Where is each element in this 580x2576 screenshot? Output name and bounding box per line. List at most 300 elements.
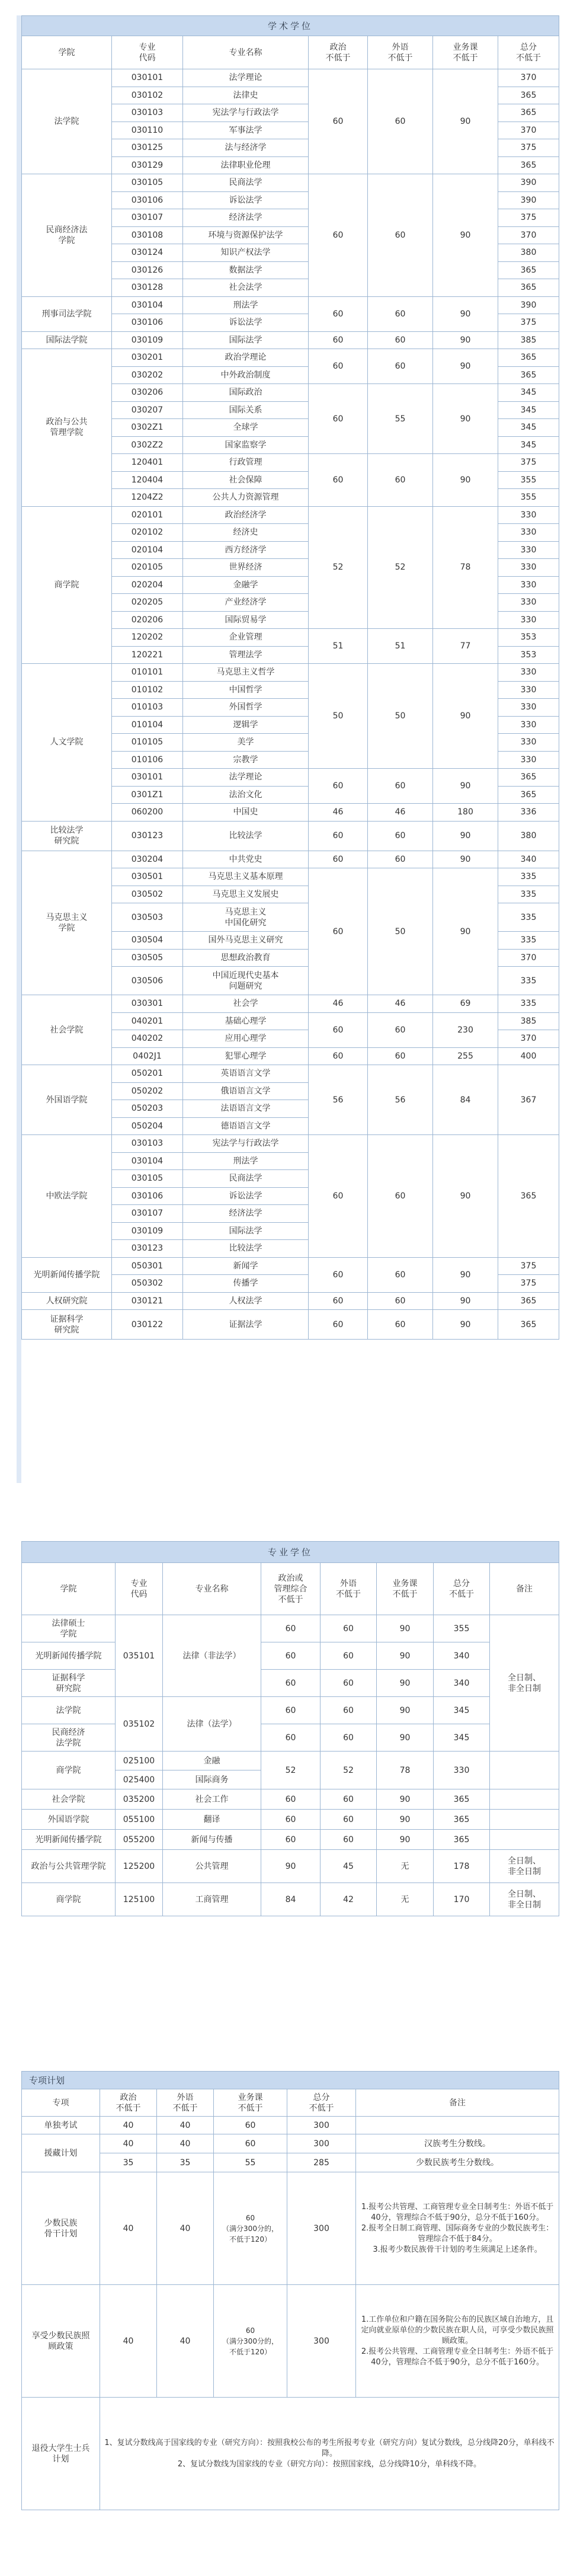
code-cell: 035102 xyxy=(116,1697,163,1752)
code-cell: 030206 xyxy=(112,384,183,402)
table-cell: 300 xyxy=(287,2134,356,2153)
major-cell: 外国哲学 xyxy=(183,699,309,717)
college-cell: 光明新闻传播学院 xyxy=(22,1642,116,1670)
code-cell: 030104 xyxy=(112,296,183,314)
code-cell: 120221 xyxy=(112,646,183,664)
table-row xyxy=(22,1670,559,1697)
table-cell: 050201 xyxy=(112,1065,183,1083)
major-cell: 国际贸易学 xyxy=(183,611,309,629)
total-cell: 365 xyxy=(498,279,559,297)
major-cell: 法律职业伦理 xyxy=(183,156,309,174)
column-header: 业务课 不低于 xyxy=(433,36,498,69)
business-cell: 90 xyxy=(433,174,498,297)
table-cell: 340 xyxy=(434,1670,490,1697)
table-cell: 单独考试 xyxy=(22,2117,100,2134)
foreign-cell: 60 xyxy=(368,331,433,349)
college-cell: 社会学院 xyxy=(22,995,112,1065)
business-cell: 90 xyxy=(433,384,498,454)
total-cell: 370 xyxy=(498,69,559,87)
header-row xyxy=(22,2089,559,2117)
major-cell: 逻辑学 xyxy=(183,716,309,734)
table-cell: 055200 xyxy=(116,1830,163,1850)
table-cell: 025400 xyxy=(116,1770,163,1789)
table-cell: 345 xyxy=(434,1724,490,1752)
table-cell: 60 xyxy=(261,1697,321,1724)
column-header: 政治 不低于 xyxy=(309,36,368,69)
table-row xyxy=(22,1615,559,1642)
table-cell xyxy=(490,1752,559,1789)
code-cell: 020205 xyxy=(112,594,183,612)
section-title: 专业学位 xyxy=(22,1542,559,1563)
major-cell: 中国史 xyxy=(183,804,309,822)
code-cell: 030110 xyxy=(112,122,183,139)
professional-degree-panel xyxy=(21,1541,559,2027)
major-cell: 政治学理论 xyxy=(183,349,309,367)
total-cell: 365 xyxy=(498,349,559,367)
table-row xyxy=(22,2117,559,2134)
table-cell: 050302 xyxy=(112,1275,183,1293)
table-cell: 055100 xyxy=(116,1810,163,1830)
table-cell: 无 xyxy=(377,1883,434,1916)
code-cell: 020206 xyxy=(112,611,183,629)
table-cell: 人权研究院 xyxy=(22,1292,112,1310)
table-cell: 诉讼法学 xyxy=(183,1187,309,1205)
major-cell: 国际法学 xyxy=(183,331,309,349)
total-cell: 330 xyxy=(498,664,559,682)
table-cell: 030301 xyxy=(112,995,183,1013)
code-cell: 0302Z1 xyxy=(112,419,183,437)
table-cell: 90 xyxy=(433,851,498,868)
code-cell: 030503 xyxy=(112,903,183,932)
table-cell: 60 xyxy=(321,1789,377,1810)
college-cell: 中欧法学院 xyxy=(22,1135,112,1258)
table-cell: 60 xyxy=(309,851,368,868)
table-cell: 60 xyxy=(309,1257,368,1292)
major-cell: 社会法学 xyxy=(183,279,309,297)
major-cell: 西方经济学 xyxy=(183,541,309,559)
code-cell: 030501 xyxy=(112,868,183,886)
table-cell: 030123 xyxy=(112,821,183,851)
code-cell: 030108 xyxy=(112,226,183,244)
total-cell: 365 xyxy=(498,786,559,804)
table-cell: 社会工作 xyxy=(163,1789,261,1810)
major-cell: 法律（非法学） xyxy=(163,1615,261,1697)
major-cell: 法治文化 xyxy=(183,786,309,804)
college-cell: 政治与公共 管理学院 xyxy=(22,349,112,507)
table-cell: 90 xyxy=(377,1615,434,1642)
table-cell: 60 xyxy=(309,1310,368,1340)
table-cell: 60 xyxy=(261,1642,321,1670)
code-cell: 060200 xyxy=(112,804,183,822)
code-cell: 030505 xyxy=(112,949,183,967)
business-cell: 90 xyxy=(433,69,498,174)
table-cell: 证据法学 xyxy=(183,1310,309,1340)
major-cell: 宪法学与行政法学 xyxy=(183,104,309,122)
table-cell: 60 xyxy=(321,1697,377,1724)
table-cell: 35 xyxy=(157,2153,214,2172)
academic-degree-table xyxy=(21,15,559,1340)
politics-cell: 60 xyxy=(309,349,368,384)
major-cell: 公共人力资源管理 xyxy=(183,489,309,507)
code-cell: 030105 xyxy=(112,174,183,192)
column-header: 外语 不低于 xyxy=(368,36,433,69)
code-cell: 120401 xyxy=(112,454,183,472)
table-cell: 84 xyxy=(433,1065,498,1135)
table-cell: 400 xyxy=(498,1047,559,1065)
total-cell: 330 xyxy=(498,681,559,699)
code-cell: 010106 xyxy=(112,751,183,769)
code-cell: 020104 xyxy=(112,541,183,559)
table-row xyxy=(22,1789,559,1810)
major-cell: 管理法学 xyxy=(183,646,309,664)
table-cell: 基础心理学 xyxy=(183,1012,309,1030)
major-cell: 政治经济学 xyxy=(183,506,309,524)
column-header: 总分 不低于 xyxy=(434,1563,490,1615)
college-cell: 国际法学院 xyxy=(22,331,112,349)
major-cell: 产业经济学 xyxy=(183,594,309,612)
table-row xyxy=(22,1830,559,1850)
table-cell: 少数民族 骨干计划 xyxy=(22,2172,100,2285)
table-cell: 050204 xyxy=(112,1117,183,1135)
table-cell: 40 xyxy=(100,2134,157,2153)
table-cell: 300 xyxy=(287,2172,356,2285)
code-cell: 0301Z1 xyxy=(112,786,183,804)
total-cell: 365 xyxy=(498,156,559,174)
major-cell: 中国近现代史基本 问题研究 xyxy=(183,967,309,995)
table-cell: 公共管理 xyxy=(163,1850,261,1883)
total-cell: 335 xyxy=(498,868,559,886)
table-cell: 法语语言文学 xyxy=(183,1100,309,1118)
table-cell: 中共党史 xyxy=(183,851,309,868)
total-cell: 370 xyxy=(498,226,559,244)
remark-cell: 全日制、 非全日制 xyxy=(490,1615,559,1752)
table-cell: 367 xyxy=(498,1065,559,1135)
column-header: 业务课 不低于 xyxy=(377,1563,434,1615)
total-cell: 380 xyxy=(498,244,559,262)
table-cell: 60 xyxy=(309,1292,368,1310)
table-row xyxy=(22,2398,559,2510)
table-cell: 300 xyxy=(287,2117,356,2134)
total-cell: 330 xyxy=(498,559,559,577)
table-row xyxy=(22,1850,559,1883)
table-cell: 56 xyxy=(309,1065,368,1135)
table-row xyxy=(22,1752,559,1770)
foreign-cell: 51 xyxy=(368,629,433,664)
table-cell: 社会学院 xyxy=(22,1789,116,1810)
code-cell: 120202 xyxy=(112,629,183,647)
table-cell: 385 xyxy=(498,1012,559,1030)
table-cell: 125200 xyxy=(116,1850,163,1883)
total-cell: 390 xyxy=(498,191,559,209)
total-cell: 336 xyxy=(498,804,559,822)
total-cell: 330 xyxy=(498,716,559,734)
table-cell: 125100 xyxy=(116,1883,163,1916)
total-cell: 365 xyxy=(498,261,559,279)
special-plan-panel xyxy=(21,2071,559,2562)
business-cell: 90 xyxy=(433,349,498,384)
table-cell: 俄语语言文学 xyxy=(183,1082,309,1100)
major-cell: 中外政治制度 xyxy=(183,366,309,384)
foreign-cell: 60 xyxy=(368,454,433,507)
table-cell: 新闻与传播 xyxy=(163,1830,261,1850)
major-cell: 社会保障 xyxy=(183,471,309,489)
major-cell: 国家监察学 xyxy=(183,436,309,454)
column-header: 专业名称 xyxy=(183,36,309,69)
table-cell: 40 xyxy=(100,2117,157,2134)
table-cell: 商学院 xyxy=(22,1752,116,1789)
table-row xyxy=(22,296,559,314)
major-cell: 马克思主义发展史 xyxy=(183,886,309,903)
table-cell: 光明新闻传播学院 xyxy=(22,1830,116,1850)
table-cell: 90 xyxy=(377,1697,434,1724)
table-cell: 46 xyxy=(309,995,368,1013)
column-header: 学院 xyxy=(22,36,112,69)
table-row xyxy=(22,1697,559,1724)
table-cell: 60 （满分300分的， 不低于120） xyxy=(214,2285,287,2398)
code-cell: 035101 xyxy=(116,1615,163,1697)
major-cell: 企业管理 xyxy=(183,629,309,647)
table-cell: 46 xyxy=(368,995,433,1013)
code-cell: 030125 xyxy=(112,139,183,157)
table-row xyxy=(22,331,559,349)
table-row xyxy=(22,664,559,682)
column-header: 专业 代码 xyxy=(116,1563,163,1615)
table-cell: 030122 xyxy=(112,1310,183,1340)
politics-cell: 50 xyxy=(309,664,368,769)
business-cell: 90 xyxy=(433,454,498,507)
major-cell: 数据法学 xyxy=(183,261,309,279)
table-row xyxy=(22,1310,559,1340)
table-row xyxy=(22,1883,559,1916)
table-row xyxy=(22,851,559,868)
table-row xyxy=(22,1065,559,1083)
foreign-cell: 60 xyxy=(368,296,433,331)
code-cell: 020204 xyxy=(112,576,183,594)
politics-cell: 60 xyxy=(309,331,368,349)
table-cell: 60 xyxy=(261,1615,321,1642)
table-row xyxy=(22,1810,559,1830)
table-cell: 55 xyxy=(214,2153,287,2172)
table-cell: 375 xyxy=(498,1257,559,1275)
major-cell: 金融学 xyxy=(183,576,309,594)
total-cell: 353 xyxy=(498,646,559,664)
table-cell xyxy=(356,2117,559,2134)
code-cell: 030101 xyxy=(112,769,183,787)
code-cell: 0302Z2 xyxy=(112,436,183,454)
foreign-cell: 60 xyxy=(368,69,433,174)
college-cell: 法学院 xyxy=(22,1697,116,1724)
major-cell: 诉讼法学 xyxy=(183,191,309,209)
table-cell: 60 xyxy=(321,1670,377,1697)
code-cell: 010102 xyxy=(112,681,183,699)
code-cell: 030506 xyxy=(112,967,183,995)
table-row xyxy=(22,2153,559,2172)
table-cell: 60 xyxy=(368,1047,433,1065)
college-cell: 证据科学 研究院 xyxy=(22,1670,116,1697)
table-cell: 335 xyxy=(498,995,559,1013)
table-cell: 60 （满分300分的， 不低于120） xyxy=(214,2172,287,2285)
table-cell: 60 xyxy=(261,1789,321,1810)
table-cell: 90 xyxy=(377,1810,434,1830)
table-cell: 40 xyxy=(157,2117,214,2134)
major-cell: 国外马克思主义研究 xyxy=(183,932,309,950)
professional-degree-table xyxy=(21,1541,559,1916)
foreign-cell: 60 xyxy=(368,174,433,297)
table-cell: 40 xyxy=(100,2172,157,2285)
table-cell: 60 xyxy=(368,821,433,851)
table-cell: 工商管理 xyxy=(163,1883,261,1916)
table-cell: 030109 xyxy=(112,1222,183,1240)
total-cell: 375 xyxy=(498,454,559,472)
table-cell: 国际商务 xyxy=(163,1770,261,1789)
total-cell: 365 xyxy=(498,87,559,104)
business-cell: 90 xyxy=(433,331,498,349)
column-header: 学院 xyxy=(22,1563,116,1615)
table-cell: 40 xyxy=(157,2134,214,2153)
column-header: 外语 不低于 xyxy=(321,1563,377,1615)
major-cell: 马克思主义哲学 xyxy=(183,664,309,682)
table-cell: 60 xyxy=(261,1810,321,1830)
major-cell: 国际关系 xyxy=(183,401,309,419)
column-header: 政治 不低于 xyxy=(100,2089,157,2117)
politics-cell: 60 xyxy=(309,454,368,507)
table-cell: 69 xyxy=(433,995,498,1013)
code-cell: 1204Z2 xyxy=(112,489,183,507)
business-cell: 90 xyxy=(433,664,498,769)
table-cell: 全日制、 非全日制 xyxy=(490,1883,559,1916)
major-cell: 法学理论 xyxy=(183,69,309,87)
table-cell: 025100 xyxy=(116,1752,163,1770)
table-cell: 60 xyxy=(309,1012,368,1047)
table-row xyxy=(22,1257,559,1275)
politics-cell: 60 xyxy=(309,384,368,454)
foreign-cell: 52 xyxy=(368,506,433,629)
table-cell: 援藏计划 xyxy=(22,2134,100,2172)
total-cell: 365 xyxy=(498,769,559,787)
table-cell: 1.报考公共管理、工商管理专业全日制考生：外语不低于40分，管理综合不低于90分，总分不低于160分。 2.报考全日制工商管理、国际商务专业的少数民族考生：管理综合不低于84分。 3.报考少数民族骨干计划的考生须满足上述条件。 xyxy=(356,2172,559,2285)
total-cell: 330 xyxy=(498,524,559,542)
college-cell: 法学院 xyxy=(22,69,112,174)
major-cell: 经济法学 xyxy=(183,209,309,227)
column-header: 外语 不低于 xyxy=(157,2089,214,2117)
total-cell: 375 xyxy=(498,209,559,227)
table-cell: 民商法学 xyxy=(183,1170,309,1188)
table-cell: 国际法学 xyxy=(183,1222,309,1240)
table-cell: 050203 xyxy=(112,1100,183,1118)
table-cell: 380 xyxy=(498,821,559,851)
foreign-cell: 60 xyxy=(368,349,433,384)
table-cell: 60 xyxy=(368,1257,433,1292)
table-cell: 新闻学 xyxy=(183,1257,309,1275)
business-cell: 78 xyxy=(433,506,498,629)
table-row xyxy=(22,821,559,851)
college-cell: 民商经济法 学院 xyxy=(22,174,112,297)
table-row xyxy=(22,1642,559,1670)
table-cell: 商学院 xyxy=(22,1883,116,1916)
title-row xyxy=(22,1542,559,1563)
table-cell: 365 xyxy=(434,1830,490,1850)
major-cell: 民商法学 xyxy=(183,174,309,192)
major-cell: 法律史 xyxy=(183,87,309,104)
major-cell: 中国哲学 xyxy=(183,681,309,699)
business-cell: 90 xyxy=(433,868,498,995)
academic-degree-panel xyxy=(21,15,559,1483)
politics-cell: 60 xyxy=(309,69,368,174)
major-cell: 马克思主义基本原理 xyxy=(183,868,309,886)
table-cell: 35 xyxy=(100,2153,157,2172)
code-cell: 030207 xyxy=(112,401,183,419)
total-cell: 330 xyxy=(498,734,559,752)
table-row xyxy=(22,1724,559,1752)
table-cell: 040201 xyxy=(112,1012,183,1030)
table-cell: 90 xyxy=(377,1789,434,1810)
total-cell: 375 xyxy=(498,139,559,157)
total-cell: 330 xyxy=(498,594,559,612)
total-cell: 345 xyxy=(498,384,559,402)
total-cell: 330 xyxy=(498,541,559,559)
major-cell: 全球学 xyxy=(183,419,309,437)
business-cell: 90 xyxy=(433,296,498,331)
table-cell: 60 xyxy=(309,1135,368,1258)
table-cell xyxy=(490,1789,559,1810)
code-cell: 030202 xyxy=(112,366,183,384)
table-cell: 政治与公共管理学院 xyxy=(22,1850,116,1883)
table-cell: 60 xyxy=(321,1810,377,1830)
total-cell: 345 xyxy=(498,419,559,437)
total-cell: 335 xyxy=(498,903,559,932)
table-cell: 40 xyxy=(157,2285,214,2398)
table-cell: 030107 xyxy=(112,1205,183,1223)
column-header: 备注 xyxy=(356,2089,559,2117)
special-plan-table xyxy=(21,2071,559,2510)
table-cell: 370 xyxy=(498,1030,559,1048)
table-cell: 90 xyxy=(377,1642,434,1670)
table-cell: 340 xyxy=(434,1642,490,1670)
major-cell: 马克思主义 中国化研究 xyxy=(183,903,309,932)
college-cell: 外国语学院 xyxy=(22,1065,112,1135)
table-cell: 300 xyxy=(287,2285,356,2398)
table-cell: 享受少数民族照 顾政策 xyxy=(22,2285,100,2398)
table-cell: 60 xyxy=(368,851,433,868)
table-cell: 人权法学 xyxy=(183,1292,309,1310)
header-row xyxy=(22,36,559,69)
major-cell: 国际政治 xyxy=(183,384,309,402)
table-cell: 比较法学 研究院 xyxy=(22,821,112,851)
business-cell: 90 xyxy=(433,769,498,804)
college-cell: 马克思主义 学院 xyxy=(22,851,112,995)
total-cell: 355 xyxy=(498,489,559,507)
table-cell: 355 xyxy=(434,1615,490,1642)
table-cell: 330 xyxy=(434,1752,490,1789)
table-cell: 230 xyxy=(433,1012,498,1047)
college-cell: 刑事司法学院 xyxy=(22,296,112,331)
foreign-cell: 50 xyxy=(368,868,433,995)
table-cell: 证据科学 研究院 xyxy=(22,1310,112,1340)
politics-cell: 51 xyxy=(309,629,368,664)
politics-cell: 52 xyxy=(309,506,368,629)
table-cell: 365 xyxy=(498,1135,559,1258)
code-cell: 020101 xyxy=(112,506,183,524)
table-cell xyxy=(490,1810,559,1830)
total-cell: 385 xyxy=(498,331,559,349)
table-cell: 60 xyxy=(321,1724,377,1752)
total-cell: 330 xyxy=(498,576,559,594)
foreign-cell: 55 xyxy=(368,384,433,454)
table-cell: 英语语言文学 xyxy=(183,1065,309,1083)
column-header: 专项 xyxy=(22,2089,100,2117)
table-cell: 365 xyxy=(498,1292,559,1310)
table-cell: 无 xyxy=(377,1850,434,1883)
